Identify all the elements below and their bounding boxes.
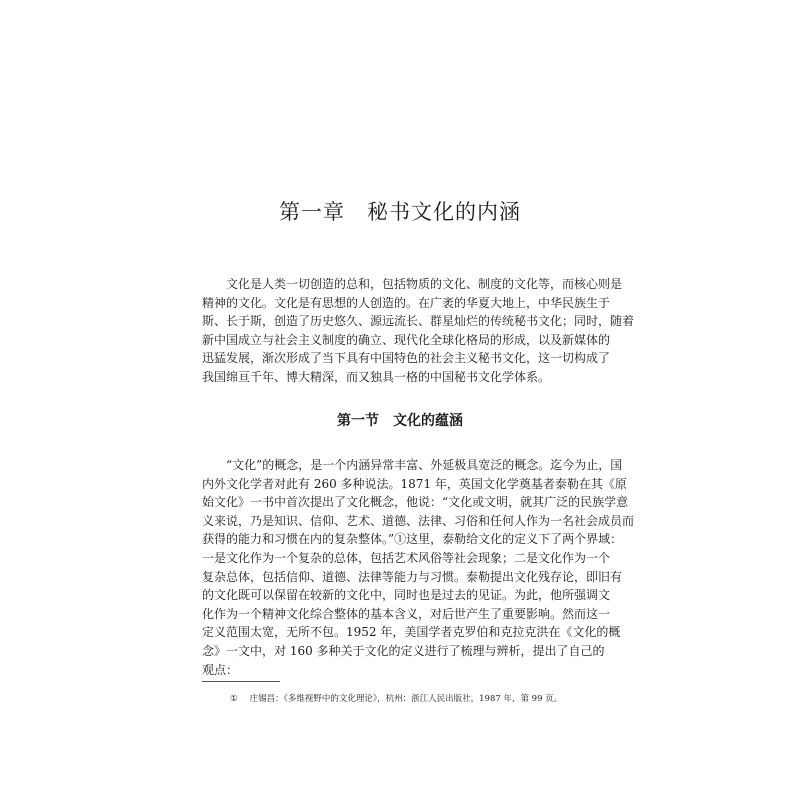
text-line: 的文化既可以保留在较新的文化中，同时也是过去的见证。为此，他所强调文 bbox=[202, 588, 611, 603]
text-line: 获得的能力和习惯在内的复杂整体。”①这里，泰勒给文化的定义下了两个界域： bbox=[202, 532, 623, 547]
footnote-marker: ① bbox=[230, 694, 238, 704]
intro-paragraph bbox=[202, 275, 635, 387]
chapter-title: 第一章 秘书文化的内涵 bbox=[279, 200, 521, 224]
text-line: 化作为一个精神文化综合整体的基本含义，对后世产生了重要影响。然而这一 bbox=[202, 606, 611, 621]
text-line: 一是文化作为一个复杂的总体，包括艺术风俗等社会现象；二是文化作为一个 bbox=[202, 550, 611, 565]
footnote-divider bbox=[202, 681, 280, 682]
text-line: 念》一文中，对 160 多种关于文化的定义进行了梳理与辨析，提出了自己的 bbox=[202, 643, 605, 658]
body-paragraph bbox=[202, 456, 635, 679]
text-line: “文化”的概念，是一个内涵异常丰富、外延极具宽泛的概念。迄今为止，国 bbox=[202, 458, 623, 472]
footnote bbox=[230, 692, 562, 704]
text-line: 新中国成立与社会主义制度的确立、现代化全球化格局的形成，以及新媒体的 bbox=[202, 332, 611, 347]
text-line: 迅猛发展，渐次形成了当下具有中国特色的社会主义秘书文化，这一切构成了 bbox=[202, 351, 611, 366]
text-line: 内外文化学者对此有 260 多种说法。1871 年，英国文化学奠基者泰勒在其《原 bbox=[202, 476, 627, 491]
text-line: 文化是人类一切创造的总和，包括物质的文化、制度的文化等，而核心则是 bbox=[202, 277, 623, 291]
text-line: 我国绵亘千年、博大精深，而又独具一格的中国秘书文化学体系。 bbox=[202, 369, 551, 384]
section-title: 第一节 文化的蕴涵 bbox=[337, 413, 463, 429]
text-line: 始文化》一书中首次提出了文化概念，他说：“文化或文明，就其广泛的民族学意 bbox=[202, 495, 629, 510]
text-line: 复杂总体，包括信仰、道德、法律等能力与习惯。泰勒提出文化残存论，即旧有 bbox=[202, 569, 623, 584]
text-line: 斯、长于斯，创造了历史悠久、源远流长、群星灿烂的传统秘书文化；同时，随着 bbox=[202, 314, 635, 329]
text-line: 精神的文化。文化是有思想的人创造的。在广袤的华夏大地上，中华民族生于 bbox=[202, 295, 611, 310]
footnote-text: 庄锡昌：《多维视野中的文化理论》，杭州：浙江人民出版社，1987 年，第 99 页。 bbox=[249, 694, 563, 704]
text-line: 义来说，乃是知识、信仰、艺术、道德、法律、习俗和任何人作为一名社会成员而 bbox=[202, 513, 635, 528]
text-line: 定义范围太宽，无所不包。1952 年，美国学者克罗伯和克拉克洪在《文化的概 bbox=[202, 625, 621, 640]
text-line: 观点： bbox=[202, 662, 239, 677]
